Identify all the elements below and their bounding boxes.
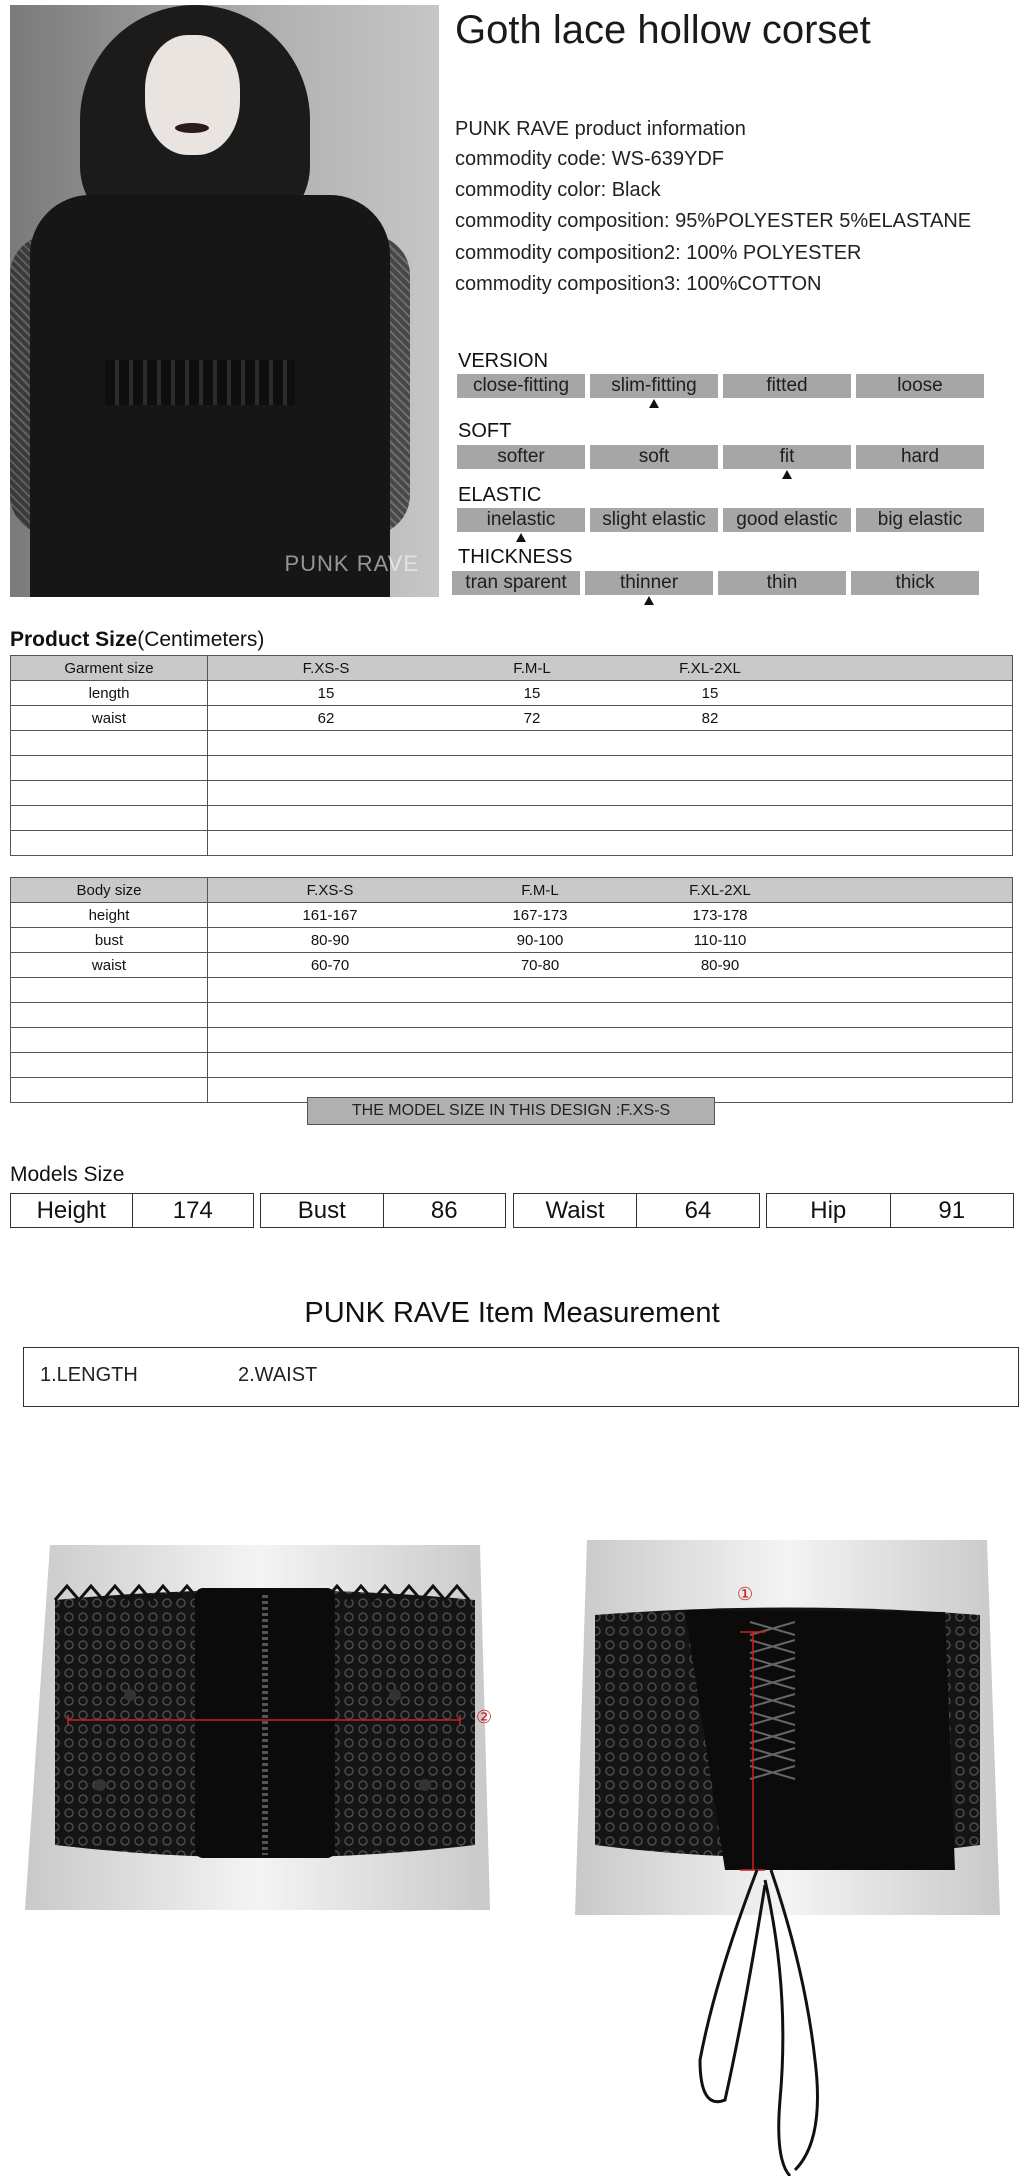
- table-row: [11, 781, 1013, 806]
- size-cell: 161-167: [302, 906, 358, 924]
- model-hip: [766, 1193, 1014, 1228]
- row-label: [11, 756, 208, 781]
- model-height-value: 174: [132, 1194, 254, 1227]
- model-height: [10, 1193, 254, 1228]
- model-height-label: Height: [36, 1197, 106, 1224]
- row-label: [11, 781, 208, 806]
- row-label: waist: [11, 706, 208, 731]
- size-cell: 82: [701, 709, 719, 727]
- row-label: bust: [11, 928, 208, 953]
- table-row: [11, 756, 1013, 781]
- row-label: [11, 978, 208, 1003]
- table-header-label: Garment size: [11, 656, 208, 681]
- rating-option: good elastic: [723, 508, 851, 532]
- info-row-color: [455, 179, 661, 202]
- size-cell: 72: [523, 709, 541, 727]
- model-bust-label: Bust: [297, 1197, 346, 1224]
- rating-option: slight elastic: [590, 508, 718, 532]
- info-label: commodity composition:: [455, 210, 670, 232]
- row-label: length: [11, 681, 208, 706]
- rating-option: softer: [457, 445, 585, 469]
- table-row: [11, 928, 1013, 953]
- size-cell: 70-80: [520, 956, 560, 974]
- info-value: 100%COTTON: [686, 273, 822, 295]
- measurement-box: [23, 1347, 1019, 1407]
- row-label: [11, 1028, 208, 1053]
- info-label: commodity color:: [455, 179, 607, 201]
- corset-front-photo: [20, 1540, 510, 1920]
- model-size-note: THE MODEL SIZE IN THIS DESIGN :F.XS-S: [307, 1097, 715, 1125]
- models-size-title: Models Size: [10, 1163, 125, 1186]
- row-label: [11, 1078, 208, 1103]
- row-label: [11, 731, 208, 756]
- measurement-item-length: 1.LENGTH: [40, 1364, 138, 1386]
- info-label: commodity composition2:: [455, 242, 681, 264]
- table-row: [11, 1028, 1013, 1053]
- rating-option: fit: [723, 445, 851, 469]
- model-bust: [260, 1193, 506, 1228]
- info-label: commodity composition3:: [455, 273, 681, 295]
- size-cell: 15: [317, 684, 335, 702]
- rating-option: slim-fitting: [590, 374, 718, 398]
- size-cell: 80-90: [310, 931, 350, 949]
- size-cell: 110-110: [693, 931, 747, 949]
- info-row-composition: [455, 210, 971, 233]
- rating-selected-marker: [516, 533, 526, 542]
- size-cell: 15: [701, 684, 719, 702]
- info-value: WS-639YDF: [611, 148, 724, 170]
- row-label: [11, 806, 208, 831]
- info-value: Black: [611, 179, 661, 201]
- length-marker-label: ①: [737, 1584, 754, 1604]
- info-heading: PUNK RAVE product information: [455, 118, 746, 140]
- product-size-title: Product Size(Centimeters): [10, 628, 265, 651]
- info-row-code: [455, 148, 724, 171]
- garment-size-table: [10, 655, 1013, 856]
- rating-option: soft: [590, 445, 718, 469]
- size-cell: 60-70: [310, 956, 350, 974]
- rating-label-soft: SOFT: [458, 420, 512, 442]
- size-cell: 62: [317, 709, 335, 727]
- info-row-composition2: [455, 242, 861, 265]
- size-column-header: F.M-L: [513, 659, 551, 677]
- table-header-row: [11, 656, 1013, 681]
- table-header-label: Body size: [11, 878, 208, 903]
- table-row: [11, 978, 1013, 1003]
- model-hip-value: 91: [890, 1194, 1014, 1227]
- corset-back-photo: [575, 1540, 1015, 2176]
- table-row: [11, 1003, 1013, 1028]
- size-cell: 90-100: [516, 931, 564, 949]
- info-row-composition3: [455, 273, 821, 296]
- body-size-table: [10, 877, 1013, 1103]
- row-label: height: [11, 903, 208, 928]
- rating-option: thinner: [585, 571, 713, 595]
- table-row: [11, 681, 1013, 706]
- product-title: Goth lace hollow corset: [455, 8, 871, 52]
- row-label: waist: [11, 953, 208, 978]
- row-label: [11, 1003, 208, 1028]
- table-row: [11, 831, 1013, 856]
- size-column-header: F.XL-2XL: [689, 881, 751, 899]
- model-hip-label: Hip: [810, 1197, 847, 1224]
- rating-label-elastic: ELASTIC: [458, 484, 542, 506]
- measurement-title: PUNK RAVE Item Measurement: [304, 1297, 720, 1329]
- size-cell: 167-173: [512, 906, 568, 924]
- size-column-header: F.XL-2XL: [679, 659, 741, 677]
- rating-selected-marker: [782, 470, 792, 479]
- size-column-header: F.XS-S: [306, 881, 354, 899]
- row-label: [11, 831, 208, 856]
- model-waist-value: 64: [636, 1194, 759, 1227]
- model-waist-label: Waist: [545, 1197, 605, 1224]
- rating-option: big elastic: [856, 508, 984, 532]
- table-row: [11, 731, 1013, 756]
- size-cell: 15: [523, 684, 541, 702]
- rating-option: thick: [851, 571, 979, 595]
- rating-selected-marker: [644, 596, 654, 605]
- measurement-item-waist: 2.WAIST: [238, 1364, 318, 1386]
- photo-watermark: PUNK RAVE: [284, 551, 419, 576]
- row-label: [11, 1053, 208, 1078]
- rating-option: close-fitting: [457, 374, 585, 398]
- size-column-header: F.M-L: [521, 881, 559, 899]
- product-photo: [10, 5, 439, 597]
- table-row: [11, 903, 1013, 928]
- table-row: [11, 953, 1013, 978]
- rating-option: loose: [856, 374, 984, 398]
- rating-label-thickness: THICKNESS: [458, 546, 573, 568]
- rating-option: hard: [856, 445, 984, 469]
- table-row: [11, 706, 1013, 731]
- model-waist: [513, 1193, 760, 1228]
- model-bust-value: 86: [383, 1194, 506, 1227]
- rating-option: thin: [718, 571, 846, 595]
- rating-selected-marker: [649, 399, 659, 408]
- info-value: 100% POLYESTER: [686, 242, 862, 264]
- info-label: commodity code:: [455, 148, 607, 170]
- info-value: 95%POLYESTER 5%ELASTANE: [675, 210, 972, 232]
- rating-option: inelastic: [457, 508, 585, 532]
- rating-label-version: VERSION: [458, 350, 549, 372]
- table-header-row: [11, 878, 1013, 903]
- size-cell: 80-90: [700, 956, 740, 974]
- size-column-header: F.XS-S: [302, 659, 350, 677]
- rating-option: fitted: [723, 374, 851, 398]
- size-cell: 173-178: [692, 906, 748, 924]
- rating-option: tran sparent: [452, 571, 580, 595]
- table-row: [11, 806, 1013, 831]
- waist-marker-label: ②: [476, 1707, 493, 1727]
- table-row: [11, 1053, 1013, 1078]
